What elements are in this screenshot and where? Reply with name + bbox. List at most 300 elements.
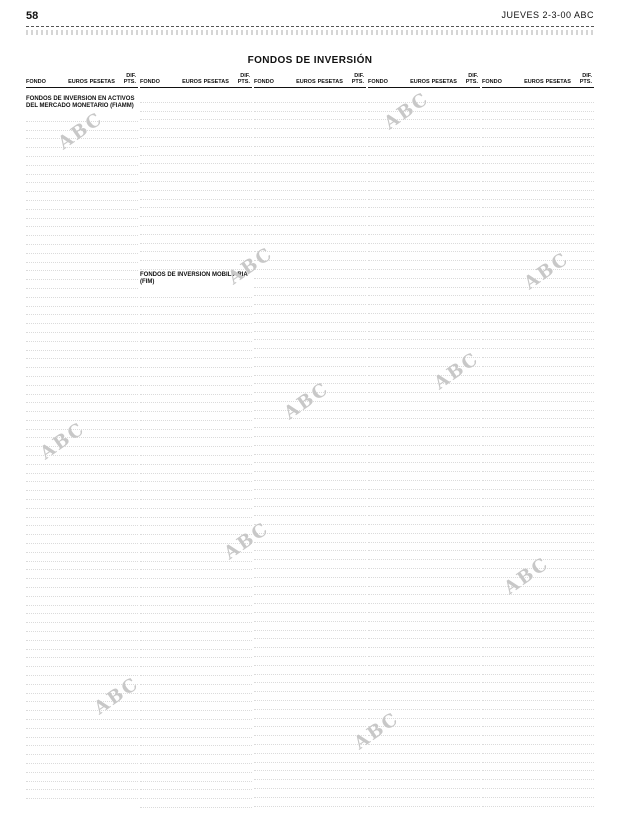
fund-row	[254, 129, 366, 138]
fund-row	[26, 280, 138, 289]
fund-row	[368, 279, 480, 288]
fund-row	[368, 560, 480, 569]
fund-row	[140, 138, 252, 147]
fund-row	[140, 623, 252, 632]
fund-row	[482, 367, 594, 376]
fund-row	[26, 386, 138, 395]
fund-row	[140, 632, 252, 641]
page-number: 58	[26, 10, 39, 22]
fund-row	[482, 384, 594, 393]
fund-row	[482, 490, 594, 499]
fund-row	[26, 790, 138, 799]
fund-row	[26, 210, 138, 219]
fund-row	[368, 217, 480, 226]
fund-row	[140, 711, 252, 720]
fund-row	[254, 675, 366, 684]
fund-row	[254, 279, 366, 288]
fund-row	[482, 164, 594, 173]
fund-row	[254, 807, 366, 809]
fund-row	[368, 384, 480, 393]
fund-row	[26, 157, 138, 166]
fund-row	[368, 226, 480, 235]
fund-row	[254, 288, 366, 297]
fund-row	[368, 631, 480, 640]
fund-row	[482, 499, 594, 508]
fund-row	[254, 419, 366, 428]
fund-row	[482, 314, 594, 323]
fund-row	[368, 428, 480, 437]
fund-row	[254, 173, 366, 182]
fund-row	[254, 789, 366, 798]
fund-row	[368, 622, 480, 631]
fund-row	[254, 472, 366, 481]
abc-watermark: ABC	[90, 673, 144, 719]
fund-column-5	[482, 94, 594, 809]
fund-row	[254, 639, 366, 648]
abc-watermark: ABC	[36, 418, 90, 464]
fund-row	[140, 244, 252, 253]
fund-row	[26, 746, 138, 755]
fund-row	[482, 217, 594, 226]
fund-row	[140, 120, 252, 129]
table-header-row	[26, 72, 594, 88]
fund-row	[368, 578, 480, 587]
column-header: FONDO EUROS PESETAS DIF. PTS.	[26, 72, 138, 88]
fund-row	[254, 754, 366, 763]
fund-row	[368, 323, 480, 332]
fund-row	[368, 798, 480, 807]
fund-row	[254, 305, 366, 314]
fund-row	[140, 421, 252, 430]
fund-row	[140, 482, 252, 491]
fund-row	[26, 368, 138, 377]
fund-row	[368, 129, 480, 138]
fund-row	[140, 208, 252, 217]
fund-row	[254, 455, 366, 464]
fund-row	[26, 315, 138, 324]
fund-row	[254, 191, 366, 200]
fund-row	[368, 534, 480, 543]
fund-row	[140, 641, 252, 650]
fund-row	[482, 807, 594, 809]
fund-row	[26, 658, 138, 667]
fund-row	[254, 340, 366, 349]
fund-row	[482, 789, 594, 798]
fund-row	[26, 720, 138, 729]
fund-row	[140, 720, 252, 729]
fund-row	[26, 579, 138, 588]
fund-row	[140, 164, 252, 173]
fund-row	[482, 534, 594, 543]
fund-row	[26, 773, 138, 782]
fund-row	[482, 648, 594, 657]
fund-row	[482, 507, 594, 516]
fund-row	[254, 587, 366, 596]
fund-row	[254, 604, 366, 613]
fund-row	[254, 657, 366, 666]
fund-row	[140, 386, 252, 395]
fund-row	[482, 657, 594, 666]
fund-row	[482, 525, 594, 534]
fund-row	[368, 807, 480, 809]
fund-row	[26, 377, 138, 386]
fund-row	[254, 622, 366, 631]
abc-watermark: ABC	[54, 108, 108, 154]
fund-row	[254, 595, 366, 604]
fund-row	[26, 764, 138, 773]
fund-row	[140, 438, 252, 447]
fund-row	[140, 808, 252, 809]
fund-row	[368, 789, 480, 798]
fund-row	[368, 147, 480, 156]
section-fim-heading: FONDOS DE INVERSION MOBILIARIA (FIM)	[140, 271, 248, 285]
fund-row	[26, 183, 138, 192]
fund-row	[26, 500, 138, 509]
fund-row	[26, 632, 138, 641]
fund-row	[368, 525, 480, 534]
fund-row	[482, 771, 594, 780]
fund-row	[140, 447, 252, 456]
column-header: FONDO EUROS PESETAS DIF. PTS.	[254, 72, 366, 88]
fund-row	[26, 227, 138, 236]
fund-row	[368, 411, 480, 420]
fund-row	[254, 683, 366, 692]
fund-row	[368, 648, 480, 657]
fund-row	[140, 465, 252, 474]
fund-row	[368, 393, 480, 402]
fund-row	[482, 604, 594, 613]
fund-row	[26, 535, 138, 544]
fund-row	[368, 244, 480, 253]
fund-row	[368, 754, 480, 763]
fund-row	[26, 333, 138, 342]
fund-row	[140, 112, 252, 121]
fund-row	[254, 103, 366, 112]
fund-row	[254, 710, 366, 719]
fund-rows	[254, 94, 366, 809]
fund-row	[482, 120, 594, 129]
fund-row	[26, 614, 138, 623]
fund-row	[482, 719, 594, 728]
fund-row	[368, 481, 480, 490]
fund-row	[26, 254, 138, 263]
fund-row	[368, 446, 480, 455]
fund-row	[368, 543, 480, 552]
fund-row	[254, 349, 366, 358]
fund-row	[140, 606, 252, 615]
fund-row	[254, 437, 366, 446]
fund-row	[140, 702, 252, 711]
fund-row	[26, 395, 138, 404]
fund-row	[140, 588, 252, 597]
fund-row	[254, 428, 366, 437]
fund-row	[254, 226, 366, 235]
fund-row	[26, 307, 138, 316]
fund-row	[140, 738, 252, 747]
fund-row	[140, 217, 252, 226]
fund-row	[254, 780, 366, 789]
fund-row	[26, 518, 138, 527]
fund-row	[368, 191, 480, 200]
fund-row	[254, 164, 366, 173]
column-header: FONDO EUROS PESETAS DIF. PTS.	[140, 72, 252, 88]
fund-row	[140, 359, 252, 368]
fund-row	[482, 437, 594, 446]
fund-row	[254, 490, 366, 499]
fund-row	[140, 377, 252, 386]
fund-row	[26, 641, 138, 650]
fund-row	[26, 570, 138, 579]
fund-row	[368, 296, 480, 305]
abc-watermark: ABC	[430, 348, 484, 394]
abc-watermark: ABC	[224, 243, 278, 289]
fund-row	[254, 499, 366, 508]
fund-row	[140, 456, 252, 465]
fund-row	[254, 745, 366, 754]
fund-row	[254, 648, 366, 657]
fund-row	[368, 270, 480, 279]
fund-row	[26, 271, 138, 280]
fund-row	[482, 516, 594, 525]
fund-row	[368, 763, 480, 772]
fund-row	[254, 727, 366, 736]
fund-row	[26, 729, 138, 738]
abc-watermark: ABC	[380, 88, 434, 134]
fund-row	[482, 428, 594, 437]
fund-row	[368, 472, 480, 481]
abc-watermark: ABC	[280, 378, 334, 424]
fund-row	[368, 332, 480, 341]
fund-row	[26, 755, 138, 764]
fund-row	[26, 606, 138, 615]
fund-row	[26, 588, 138, 597]
fund-row	[482, 472, 594, 481]
fund-row	[140, 333, 252, 342]
fund-row	[140, 526, 252, 535]
fund-row	[140, 94, 252, 103]
fund-row	[254, 692, 366, 701]
fund-row	[254, 323, 366, 332]
abc-watermark: ABC	[520, 248, 574, 294]
fund-row	[482, 103, 594, 112]
header-rule	[26, 26, 594, 27]
fund-row	[254, 736, 366, 745]
fund-row	[26, 192, 138, 201]
fund-row	[482, 675, 594, 684]
fund-row	[368, 173, 480, 182]
fund-row	[368, 252, 480, 261]
fund-row	[482, 446, 594, 455]
fund-row	[482, 402, 594, 411]
fund-row	[26, 263, 138, 272]
fund-row	[368, 613, 480, 622]
fund-row	[254, 200, 366, 209]
fund-row	[140, 764, 252, 773]
fund-row	[368, 507, 480, 516]
fund-row	[482, 727, 594, 736]
fund-row	[368, 551, 480, 560]
fund-row	[254, 94, 366, 103]
fund-row	[482, 701, 594, 710]
fund-row	[26, 175, 138, 184]
fund-row	[482, 156, 594, 165]
fund-row	[140, 307, 252, 316]
fund-row	[254, 771, 366, 780]
abc-watermark: ABC	[500, 553, 554, 599]
fund-row	[482, 780, 594, 789]
decorative-pattern-strip	[26, 30, 594, 35]
fund-row	[254, 208, 366, 217]
fund-row	[254, 613, 366, 622]
fund-row	[368, 657, 480, 666]
fund-row	[26, 324, 138, 333]
fund-rows	[482, 94, 594, 809]
fund-row	[140, 191, 252, 200]
fund-row	[482, 200, 594, 209]
fund-row	[140, 614, 252, 623]
fund-row	[368, 138, 480, 147]
fund-row	[368, 235, 480, 244]
fund-row	[482, 798, 594, 807]
fund-row	[254, 551, 366, 560]
fund-row	[368, 745, 480, 754]
fund-row	[254, 156, 366, 165]
fund-row	[26, 201, 138, 210]
fund-row	[26, 526, 138, 535]
fund-row	[254, 296, 366, 305]
fund-row	[482, 208, 594, 217]
fund-row	[368, 639, 480, 648]
fund-row	[140, 412, 252, 421]
fund-row	[254, 701, 366, 710]
fund-row	[140, 129, 252, 138]
fund-row	[26, 623, 138, 632]
fund-row	[140, 395, 252, 404]
fund-row	[26, 667, 138, 676]
fund-row	[368, 771, 480, 780]
fund-row	[482, 622, 594, 631]
fund-row	[368, 164, 480, 173]
fund-row	[26, 782, 138, 791]
fund-row	[482, 683, 594, 692]
fund-row	[26, 738, 138, 747]
fund-row	[482, 182, 594, 191]
fund-row	[482, 710, 594, 719]
fund-row	[482, 745, 594, 754]
fund-row	[140, 799, 252, 808]
fund-row	[368, 437, 480, 446]
abc-watermark: ABC	[350, 708, 404, 754]
fund-row	[482, 595, 594, 604]
fund-row	[26, 166, 138, 175]
fund-row	[482, 129, 594, 138]
fund-row	[254, 719, 366, 728]
fund-rows-upper	[140, 94, 252, 270]
fund-row	[368, 340, 480, 349]
fund-row	[26, 474, 138, 483]
fund-row	[368, 288, 480, 297]
fund-row	[254, 666, 366, 675]
fund-row	[482, 736, 594, 745]
fund-row	[140, 342, 252, 351]
column-header: FONDO EUROS PESETAS DIF. PTS.	[482, 72, 594, 88]
fund-row	[140, 289, 252, 298]
fund-row	[26, 403, 138, 412]
fund-row	[482, 692, 594, 701]
fund-row	[140, 430, 252, 439]
fund-row	[26, 298, 138, 307]
fund-row	[482, 112, 594, 121]
fund-row	[482, 376, 594, 385]
fund-row	[254, 270, 366, 279]
fund-row	[26, 711, 138, 720]
fund-row	[140, 252, 252, 261]
fund-row	[482, 138, 594, 147]
fund-row	[254, 112, 366, 121]
fund-row	[368, 463, 480, 472]
fund-row	[254, 182, 366, 191]
abc-watermark: ABC	[220, 518, 274, 564]
fund-row	[482, 613, 594, 622]
fund-row	[140, 746, 252, 755]
fund-row	[140, 298, 252, 307]
fund-row	[254, 138, 366, 147]
fund-row	[140, 351, 252, 360]
fund-row	[368, 156, 480, 165]
publication-date: JUEVES 2-3-00 ABC	[501, 10, 594, 20]
fund-row	[254, 543, 366, 552]
fund-row	[140, 729, 252, 738]
fund-row	[482, 191, 594, 200]
fund-row	[26, 650, 138, 659]
fund-row	[482, 296, 594, 305]
fund-row	[26, 509, 138, 518]
fund-row	[140, 103, 252, 112]
fund-row	[482, 147, 594, 156]
fund-row	[368, 569, 480, 578]
fund-row	[254, 763, 366, 772]
fund-row	[140, 403, 252, 412]
fund-row	[368, 200, 480, 209]
fund-row	[482, 419, 594, 428]
fund-row	[26, 342, 138, 351]
fund-row	[482, 94, 594, 103]
column-header: FONDO EUROS PESETAS DIF. PTS.	[368, 72, 480, 88]
fund-row	[26, 553, 138, 562]
fund-row	[140, 200, 252, 209]
fund-row	[254, 446, 366, 455]
fund-row	[140, 790, 252, 799]
fund-row	[26, 245, 138, 254]
fund-row	[140, 518, 252, 527]
fund-row	[368, 499, 480, 508]
fund-row	[482, 305, 594, 314]
fund-row	[254, 631, 366, 640]
fund-row	[26, 351, 138, 360]
fund-row	[26, 148, 138, 157]
fund-row	[368, 490, 480, 499]
fund-row	[254, 332, 366, 341]
fund-column-3	[254, 94, 366, 809]
fund-row	[140, 755, 252, 764]
fund-row	[368, 402, 480, 411]
fund-row	[140, 324, 252, 333]
fund-row	[368, 419, 480, 428]
fund-row	[482, 481, 594, 490]
fund-row	[140, 579, 252, 588]
fund-row	[368, 182, 480, 191]
fund-row	[368, 261, 480, 270]
